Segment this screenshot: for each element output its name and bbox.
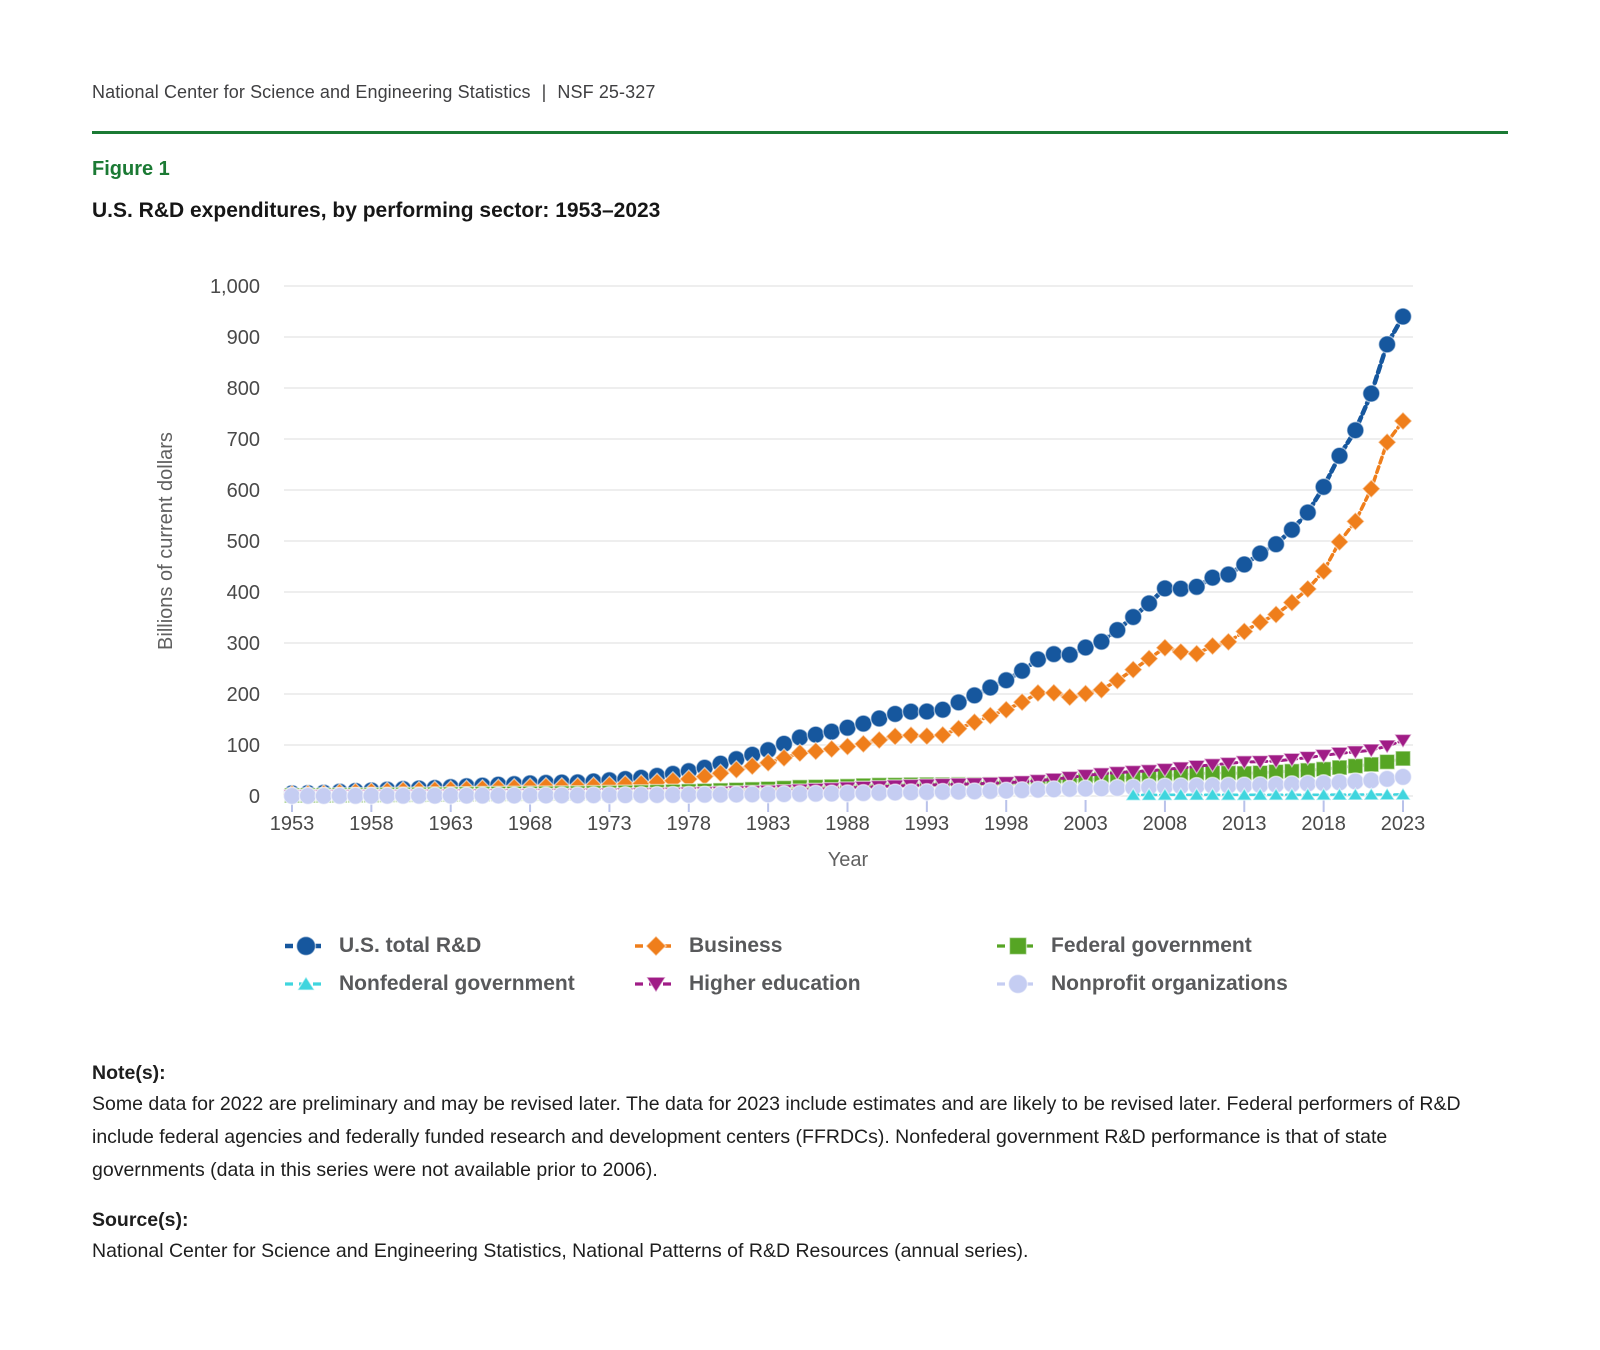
legend-marker-triangle-up-icon — [283, 972, 329, 996]
x-tick-label: 1983 — [745, 813, 791, 835]
x-tick-label: 2023 — [1380, 813, 1426, 835]
header-report-number: NSF 25-327 — [557, 82, 656, 102]
y-tick-label: 600 — [226, 480, 260, 502]
chart-title: U.S. R&D expenditures, by performing sector: 1953–2023 — [92, 199, 661, 222]
legend-item-nonfederal[interactable] — [283, 972, 633, 996]
notes-label: Note(s): — [92, 1062, 166, 1084]
legend-item-higher_ed[interactable] — [633, 972, 995, 996]
y-tick-label: 500 — [226, 531, 260, 553]
y-axis-title: Billions of current dollars — [155, 432, 177, 650]
legend-marker-circle-icon — [995, 972, 1041, 996]
legend-marker-diamond-icon — [633, 934, 679, 958]
x-tick-label: 1998 — [983, 813, 1029, 835]
x-tick-label: 1953 — [269, 813, 315, 835]
y-tick-label: 200 — [226, 684, 260, 706]
x-tick-label: 1978 — [666, 813, 712, 835]
legend-marker-circle-icon — [283, 934, 329, 958]
legend-item-nonprofit[interactable] — [995, 972, 1288, 996]
header-divider — [92, 131, 1508, 134]
x-tick-label: 1958 — [349, 813, 394, 835]
y-tick-label: 1,000 — [209, 276, 260, 298]
x-tick-label: 2013 — [1222, 813, 1267, 835]
x-axis-title: Year — [827, 849, 869, 871]
legend-item-business[interactable] — [633, 934, 995, 958]
legend-marker-triangle-down-icon — [633, 972, 679, 996]
x-tick-label: 1968 — [507, 813, 553, 835]
legend-label: Nonprofit organizations — [1051, 972, 1288, 995]
chart-legend — [283, 934, 1288, 996]
header-separator: | — [541, 82, 547, 102]
y-tick-label: 300 — [226, 633, 260, 655]
y-tick-label: 400 — [226, 582, 260, 604]
legend-label: U.S. total R&D — [339, 934, 482, 957]
figure-label: Figure 1 — [92, 158, 170, 180]
x-tick-label: 2018 — [1301, 813, 1346, 835]
x-tick-label: 1988 — [825, 813, 870, 835]
series-total — [284, 308, 1412, 802]
chart-area — [92, 244, 1508, 904]
y-tick-label: 0 — [248, 786, 260, 808]
x-tick-label: 1963 — [428, 813, 473, 835]
legend-item-total[interactable] — [283, 934, 633, 958]
notes-section — [92, 1062, 1474, 1268]
legend-label: Nonfederal government — [339, 972, 575, 995]
chart-series — [283, 308, 1412, 804]
legend-label: Business — [689, 934, 783, 957]
y-tick-label: 800 — [226, 378, 260, 400]
header-org: National Center for Science and Engineering Statistics — [92, 82, 531, 102]
source-text: National Center for Science and Engineering Statistics, National Patterns of R&D Resources (annual series). — [92, 1240, 1029, 1262]
rd-expenditures-chart — [92, 244, 1508, 904]
legend-item-federal[interactable] — [995, 934, 1288, 958]
y-tick-label: 700 — [226, 429, 260, 451]
y-tick-label: 900 — [226, 327, 260, 349]
legend-label: Higher education — [689, 972, 861, 995]
x-tick-label: 2003 — [1063, 813, 1108, 835]
notes-text: Some data for 2022 are preliminary and may be revised later. The data for 2023 include estimates and are likely to be revised later. Federal performers of R&D include federal agencies and federally funded research and development centers (FFRDCs). Nonfederal government R&D performance is that of state governments (data in this series were not available prior to 2006). — [92, 1093, 1461, 1181]
x-tick-label: 1993 — [904, 813, 950, 835]
source-label: Source(s): — [92, 1209, 189, 1231]
legend-marker-square-icon — [995, 934, 1041, 958]
y-tick-label: 100 — [226, 735, 260, 757]
legend-label: Federal government — [1051, 934, 1252, 957]
page-header — [92, 82, 655, 103]
x-tick-label: 2008 — [1142, 813, 1188, 835]
x-tick-label: 1973 — [587, 813, 632, 835]
